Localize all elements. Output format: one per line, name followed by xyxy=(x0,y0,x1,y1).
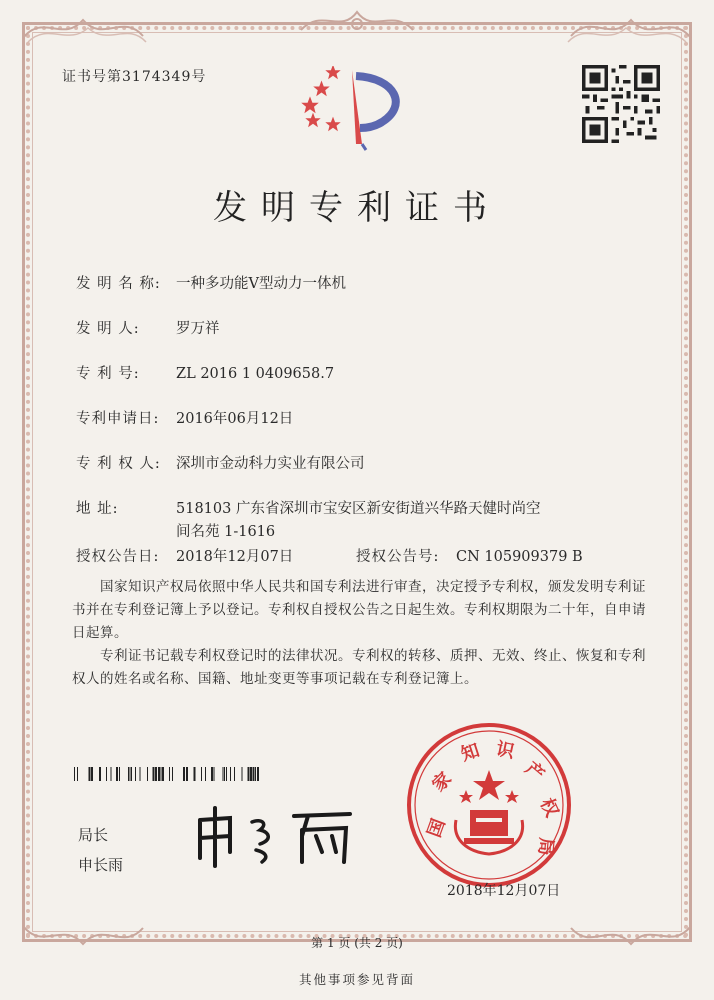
director-signature xyxy=(190,800,370,870)
patent-number-value: ZL 2016 1 0409658.7 xyxy=(176,366,335,382)
svg-text:权: 权 xyxy=(535,795,563,821)
back-page-note: 其他事项参见背面 xyxy=(298,972,415,987)
grant-statement-paragraph: 国家知识产权局依照中华人民共和国专利法进行审查，决定授予专利权，颁发发明专利证书并在专利登记簿上予以登记。专利权自授权公告之日起生效。专利权期限为二十年，自申请日起算。 xyxy=(72,579,646,641)
svg-text:产: 产 xyxy=(520,757,549,786)
grant-date-value: 2018年12月07日 xyxy=(176,549,294,565)
invention-name-label: 发 明 名 称: xyxy=(76,276,161,292)
certificate-number: 证书号第3174349号 xyxy=(62,69,207,85)
inner-border xyxy=(32,32,682,932)
svg-text:国: 国 xyxy=(423,816,450,841)
field-filing-date xyxy=(76,407,293,428)
svg-text:局: 局 xyxy=(534,836,557,857)
qr-code xyxy=(582,65,660,143)
address-value-line2: 间名苑 1-1616 xyxy=(176,524,276,540)
top-left-ornament xyxy=(18,8,148,48)
patentee-label: 专 利 权 人: xyxy=(76,456,161,472)
patent-office-emblem xyxy=(296,66,416,156)
svg-text:识: 识 xyxy=(494,738,517,763)
grant-number-value: CN 105909379 B xyxy=(456,549,583,565)
top-center-ornament xyxy=(296,4,418,40)
field-patent-number xyxy=(76,362,334,383)
director-title: 局长 xyxy=(78,826,109,844)
grant-date-label: 授权公告日: xyxy=(76,549,160,565)
address-value-line1: 518103 广东省深圳市宝安区新安街道兴华路天健时尚空 xyxy=(176,501,541,517)
address-label: 地 址: xyxy=(76,501,119,517)
field-invention-name xyxy=(76,272,346,293)
barcode xyxy=(74,767,264,781)
legal-status-paragraph: 专利证书记载专利权登记时的法律状况。专利权的转移、质押、无效、终止、恢复和专利权人的姓名或名称、国籍、地址变更等事项记载在专利登记簿上。 xyxy=(72,648,646,687)
field-address xyxy=(76,497,540,518)
patentee-value: 深圳市金动科力实业有限公司 xyxy=(176,456,365,472)
patent-number-label: 专 利 号: xyxy=(76,366,140,382)
field-grant-date xyxy=(76,545,293,566)
page-number: 第 1 页 (共 2 页) xyxy=(311,936,403,950)
invention-name-value: 一种多功能V型动力一体机 xyxy=(176,276,346,292)
field-grant-number xyxy=(356,545,583,566)
seal-date: 2018年12月07日 xyxy=(447,883,561,899)
certificate-title: 发明专利证书 xyxy=(213,188,501,228)
inventor-label: 发 明 人: xyxy=(76,321,140,337)
svg-text:知: 知 xyxy=(458,740,483,766)
seal-lettering xyxy=(404,720,574,890)
filing-date-label: 专利申请日: xyxy=(76,411,160,427)
field-patentee xyxy=(76,452,365,473)
svg-text:家: 家 xyxy=(428,768,456,796)
grant-number-label: 授权公告号: xyxy=(356,549,440,565)
inventor-value: 罗万祥 xyxy=(176,321,220,337)
top-right-ornament xyxy=(566,8,696,48)
field-inventor xyxy=(76,317,220,338)
filing-date-value: 2016年06月12日 xyxy=(176,411,294,427)
director-name: 申长雨 xyxy=(78,856,124,874)
